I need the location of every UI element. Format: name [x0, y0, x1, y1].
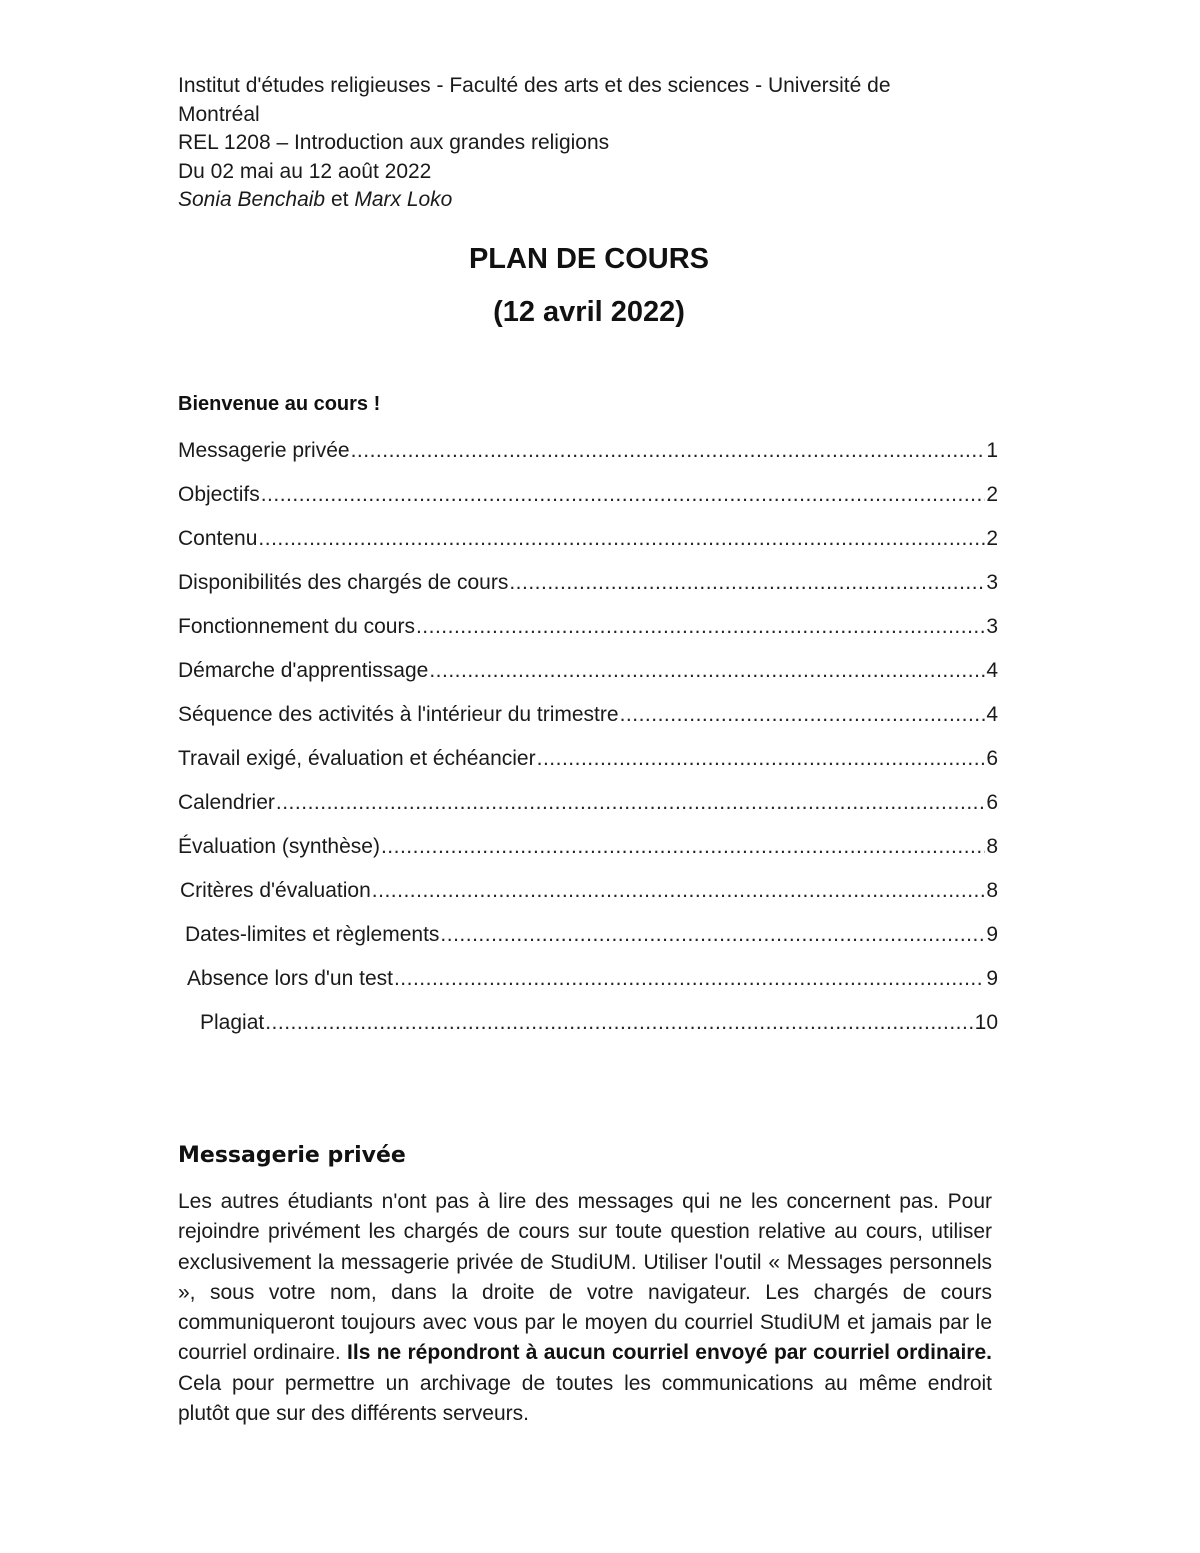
toc-entry-page: 2 — [986, 483, 998, 506]
section-paragraph — [178, 1187, 992, 1429]
toc-entry-title: Critères d'évaluation — [180, 879, 371, 902]
toc-entry-page: 9 — [986, 923, 998, 946]
toc-entry-title: Évaluation (synthèse) — [178, 835, 380, 858]
toc-entry[interactable] — [178, 745, 998, 773]
toc-entry-title: Dates-limites et règlements — [185, 923, 440, 946]
toc-entry-page: 1 — [986, 439, 998, 462]
toc-entry-page: 2 — [986, 527, 998, 550]
document-title: PLAN DE COURS — [468, 243, 710, 275]
toc-entry-title: Messagerie privée — [178, 439, 350, 462]
toc-entry-page: 10 — [974, 1011, 998, 1034]
toc-leader-dots — [258, 525, 985, 553]
toc-entry[interactable] — [178, 657, 998, 685]
toc-entry-page: 9 — [986, 967, 998, 990]
toc-entry-title: Disponibilités des chargés de cours — [178, 571, 509, 594]
toc-entry[interactable] — [178, 789, 998, 817]
instructor-connector: et — [330, 188, 349, 211]
toc-entry-title: Plagiat — [200, 1011, 265, 1034]
toc-entry-page: 4 — [986, 703, 998, 726]
instructors — [178, 186, 1008, 215]
toc-entry[interactable] — [178, 437, 998, 465]
toc-leader-dots — [440, 921, 985, 949]
toc-entry[interactable] — [178, 481, 998, 509]
toc-entry[interactable] — [200, 1009, 998, 1037]
toc-leader-dots — [381, 833, 985, 861]
toc-leader-dots — [537, 745, 986, 773]
instructor-name: Sonia Benchaib — [178, 188, 326, 211]
toc-entry-page: 6 — [986, 747, 998, 770]
toc-entry[interactable] — [178, 525, 998, 553]
document-date: (12 avril 2022) — [493, 296, 685, 328]
section-heading: Messagerie privée — [178, 1143, 406, 1168]
toc-entry-title: Fonctionnement du cours — [178, 615, 415, 638]
institution-line: Institut d'études religieuses - Faculté des arts et des sciences - Université de — [178, 74, 891, 97]
toc-entry-page: 8 — [986, 835, 998, 858]
toc-entry-page: 8 — [986, 879, 998, 902]
toc-entry[interactable] — [178, 569, 998, 597]
toc-entry-title: Contenu — [178, 527, 258, 550]
toc-entry[interactable] — [178, 613, 998, 641]
toc-entry-title: Calendrier — [178, 791, 275, 814]
toc-entry[interactable] — [185, 921, 998, 949]
toc-heading: Bienvenue au cours ! — [178, 393, 381, 415]
toc-leader-dots — [261, 481, 986, 509]
toc-entry[interactable] — [180, 877, 998, 905]
toc-entry-title: Séquence des activités à l'intérieur du trimestre — [178, 703, 619, 726]
toc-entry-title: Absence lors d'un test — [187, 967, 393, 990]
paragraph-text: Cela pour permettre un archivage de toutes les communications au même endroit plutôt que sur des différents serveurs. — [178, 1371, 992, 1426]
toc-entry-page: 3 — [986, 615, 998, 638]
toc-leader-dots — [394, 965, 985, 993]
paragraph-text: Les autres étudiants n'ont pas à lire des messages qui ne les concernent pas. Pour rejoindre privément les chargés de cours sur toute question relative au cours, utiliser exclusivement la messagerie privée de StudiUM. Utiliser l'outil « Messages personnels », sous votre nom, dans la droite de votre navigateur. Les chargés de cours communiqueront toujours avec vous par le moyen du courriel StudiUM et jamais par le courriel ordinaire. — [178, 1190, 992, 1365]
toc-leader-dots — [351, 437, 986, 465]
institution-line-cont: Montréal — [178, 102, 260, 126]
course-title: REL 1208 – Introduction aux grandes religions — [178, 131, 610, 154]
toc-leader-dots — [276, 789, 985, 817]
toc-leader-dots — [620, 701, 986, 729]
toc-entry-page: 3 — [986, 571, 998, 594]
toc-entry-page: 4 — [986, 659, 998, 682]
toc-entry-page: 6 — [986, 791, 998, 814]
toc-leader-dots — [429, 657, 985, 685]
course-header — [178, 72, 1008, 215]
toc-entry-title: Démarche d'apprentissage — [178, 659, 429, 682]
toc-entry-title: Objectifs — [178, 483, 260, 506]
toc-entry[interactable] — [178, 833, 998, 861]
toc-leader-dots — [372, 877, 986, 905]
toc-entry[interactable] — [187, 965, 998, 993]
course-dates: Du 02 mai au 12 août 2022 — [178, 159, 432, 183]
toc-leader-dots — [265, 1009, 973, 1037]
toc-entry-title: Travail exigé, évaluation et échéancier — [178, 747, 536, 770]
toc-entry[interactable] — [178, 701, 998, 729]
toc-leader-dots — [509, 569, 985, 597]
paragraph-bold-text: Ils ne répondront à aucun courriel envoyé par courriel ordinaire. — [347, 1341, 992, 1365]
toc-leader-dots — [416, 613, 985, 641]
instructor-name: Marx Loko — [354, 188, 453, 211]
